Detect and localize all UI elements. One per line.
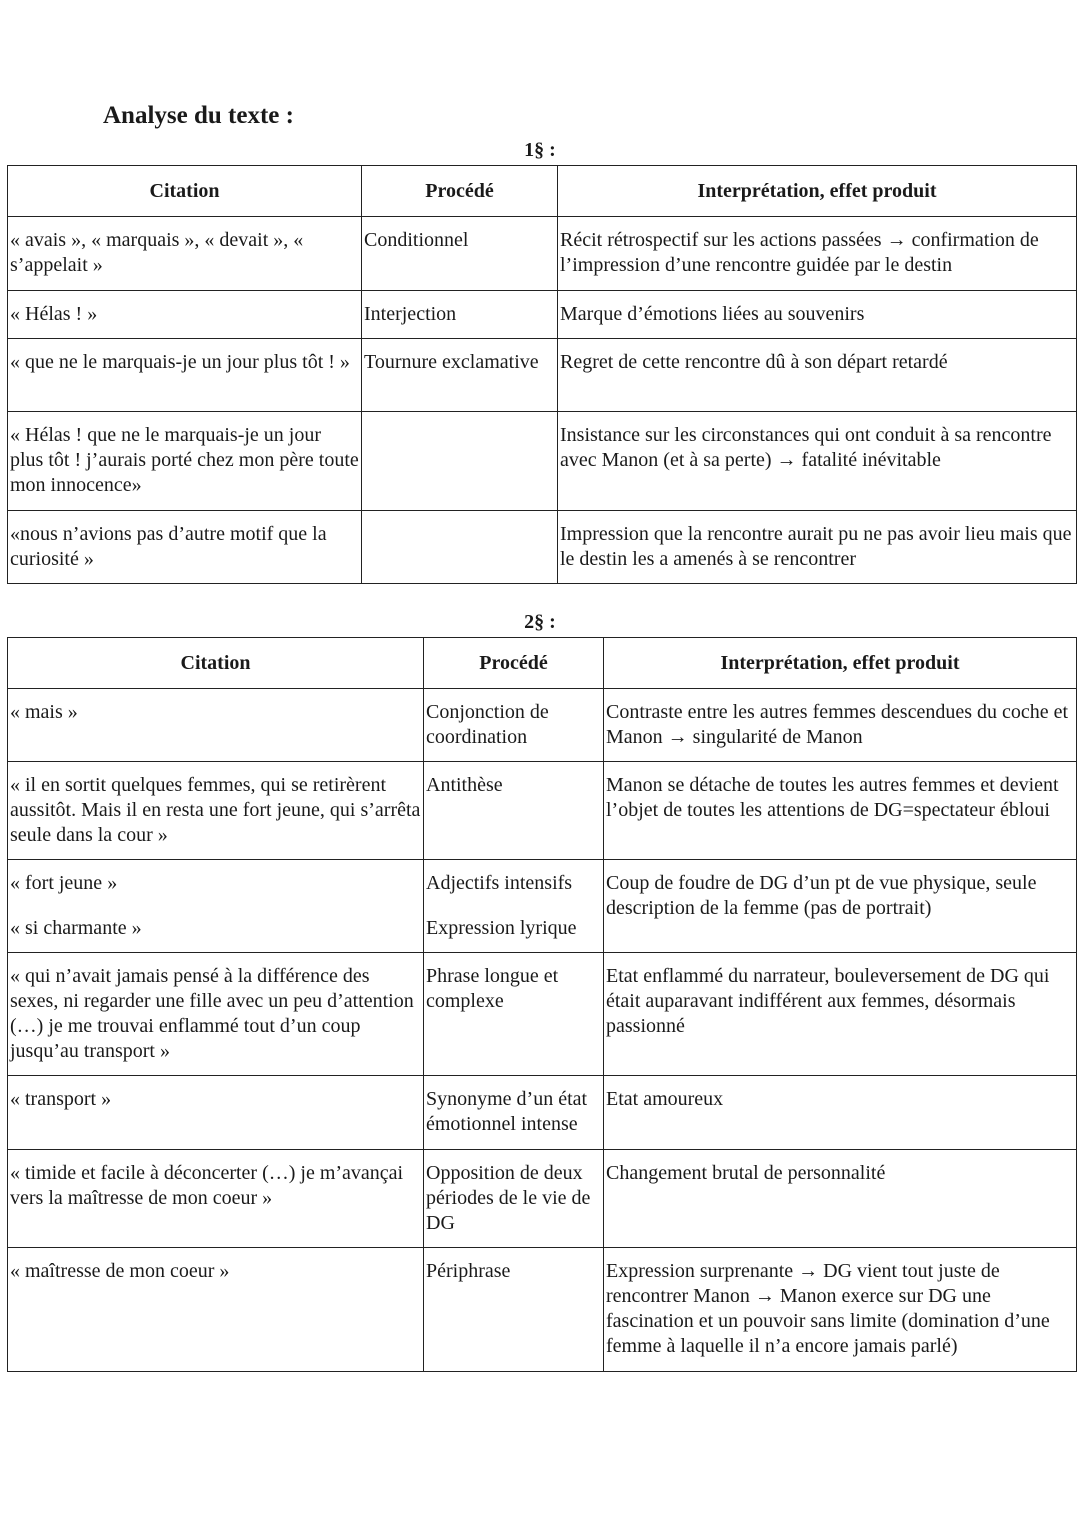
cell-interpretation: Contraste entre les autres femmes descendues du coche et Manon → singularité de Manon [604,689,1077,762]
cell-interpretation: Etat amoureux [604,1076,1077,1150]
table-row [8,511,1077,584]
table-row [8,1150,1077,1248]
cell-procede [362,511,558,584]
cell-interpretation: Impression que la rencontre aurait pu ne pas avoir lieu mais que le destin les a amenés à se rencontrer [558,511,1077,584]
cell-interpretation: Marque d’émotions liées au souvenirs [558,291,1077,339]
cell-procede: Opposition de deux périodes de le vie de DG [424,1150,604,1248]
cell-interpretation: Regret de cette rencontre dû à son départ retardé [558,339,1077,412]
table-row [8,1248,1077,1372]
header-citation: Citation [8,638,424,689]
cell-interpretation: Changement brutal de personnalité [604,1150,1077,1248]
header-citation: Citation [8,166,362,217]
cell-citation: « qui n’avait jamais pensé à la différence des sexes, ni regarder une fille avec un peu d’attention (…) je me trouvai enflammé tout d’un coup jusqu’au transport » [8,953,424,1076]
cell-procede: Synonyme d’un état émotionnel intense [424,1076,604,1150]
table-row [8,762,1077,860]
page-title: Analyse du texte : [103,102,294,129]
cell-citation: « avais », « marquais », « devait », « s’appelait » [8,217,362,291]
cell-procede: Tournure exclamative [362,339,558,412]
cell-citation: « il en sortit quelques femmes, qui se retirèrent aussitôt. Mais il en resta une fort jeune, qui s’arrêta seule dans la cour » [8,762,424,860]
section-2-heading: 2§ : [524,611,556,633]
cell-interpretation: Manon se détache de toutes les autres femmes et devient l’objet de toutes les attentions de DG=spectateur ébloui [604,762,1077,860]
cell-interpretation: Etat enflammé du narrateur, bouleversement de DG qui était auparavant indifférent aux femmes, désormais passionné [604,953,1077,1076]
cell-interpretation: Insistance sur les circonstances qui ont conduit à sa rencontre avec Manon (et à sa perte) → fatalité inévitable [558,412,1077,511]
cell-procede [362,412,558,511]
cell-citation: « mais » [8,689,424,762]
cell-procede: Antithèse [424,762,604,860]
cell-citation: « transport » [8,1076,424,1150]
table-row [8,1076,1077,1150]
table-row [8,953,1077,1076]
citation-line: « si charmante » [10,917,142,939]
table-header-row [8,638,1077,689]
header-procede: Procédé [362,166,558,217]
cell-citation [8,860,424,953]
cell-procede: Interjection [362,291,558,339]
header-procede: Procédé [424,638,604,689]
cell-citation: «nous n’avions pas d’autre motif que la curiosité » [8,511,362,584]
cell-procede: Conjonction de coordination [424,689,604,762]
section-1-heading: 1§ : [524,139,556,161]
procede-line: Expression lyrique [426,917,577,939]
table-row [8,217,1077,291]
cell-procede: Phrase longue et complexe [424,953,604,1076]
header-interpretation: Interprétation, effet produit [604,638,1077,689]
table-row [8,860,1077,953]
cell-citation: « maîtresse de mon coeur » [8,1248,424,1372]
table-row [8,339,1077,412]
table-row [8,412,1077,511]
header-interpretation: Interprétation, effet produit [558,166,1077,217]
cell-procede: Périphrase [424,1248,604,1372]
analysis-table-1 [7,165,1077,584]
cell-citation: « Hélas ! » [8,291,362,339]
cell-citation: « timide et facile à déconcerter (…) je m’avançai vers la maîtresse de mon coeur » [8,1150,424,1248]
table-row [8,291,1077,339]
cell-procede: Conditionnel [362,217,558,291]
citation-line: « fort jeune » [10,872,118,894]
cell-interpretation: Récit rétrospectif sur les actions passées → confirmation de l’impression d’une rencontre guidée par le destin [558,217,1077,291]
analysis-table-2 [7,637,1077,1372]
cell-interpretation: Expression surprenante → DG vient tout juste de rencontrer Manon → Manon exerce sur DG une fascination et un pouvoir sans limite (domination d’une femme à laquelle il n’a encore jamais parlé) [604,1248,1077,1372]
cell-interpretation: Coup de foudre de DG d’un pt de vue physique, seule description de la femme (pas de portrait) [604,860,1077,953]
table-header-row [8,166,1077,217]
table-row [8,689,1077,762]
cell-citation: « que ne le marquais-je un jour plus tôt ! » [8,339,362,412]
cell-procede [424,860,604,953]
procede-line: Adjectifs intensifs [426,872,573,894]
cell-citation: « Hélas ! que ne le marquais-je un jour plus tôt ! j’aurais porté chez mon père toute mon innocence» [8,412,362,511]
